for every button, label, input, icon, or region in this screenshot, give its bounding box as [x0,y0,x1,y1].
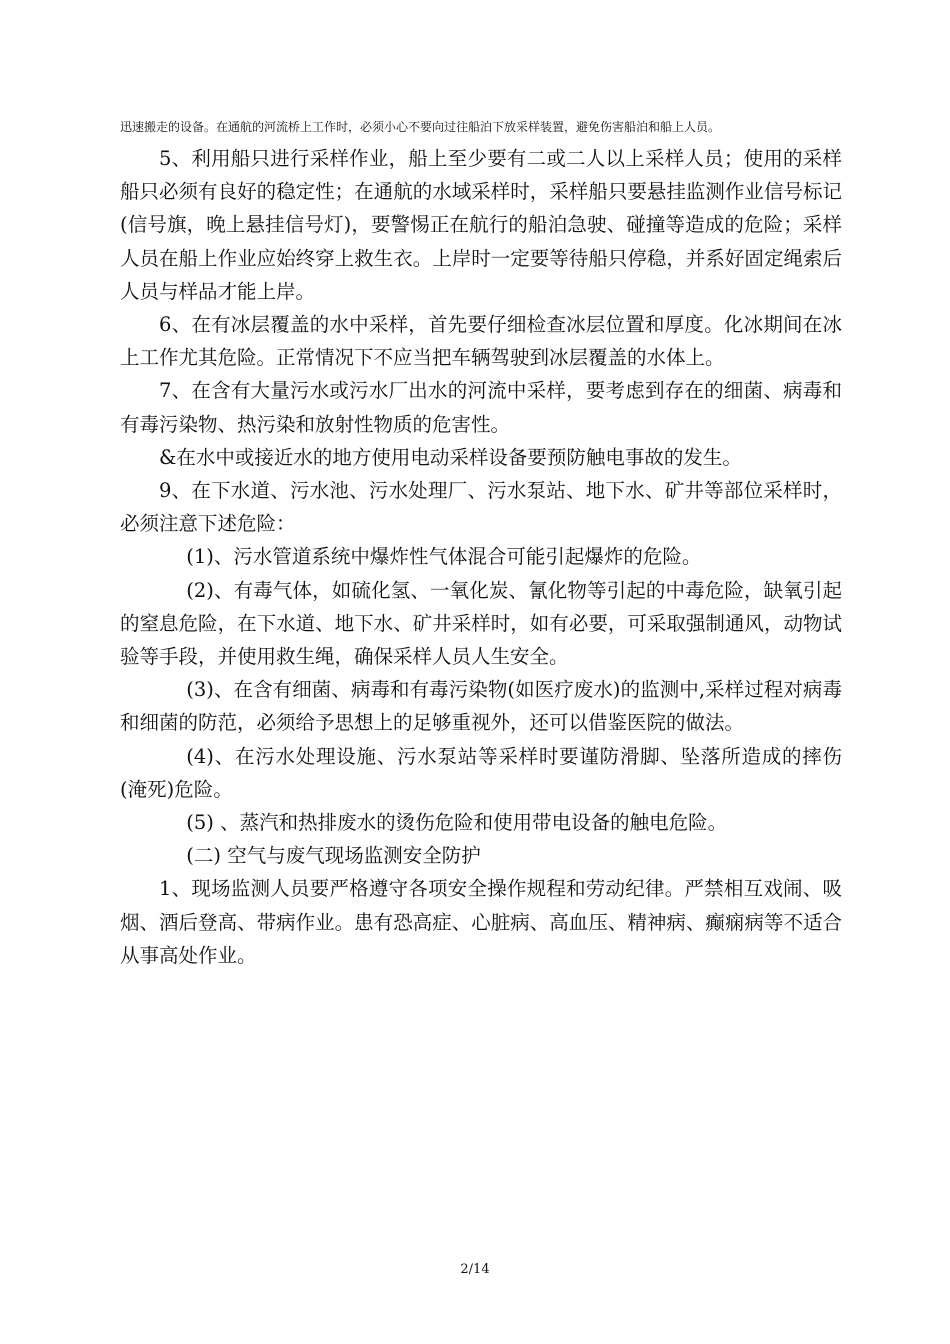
paragraph-item-6-ice-sampling: 6、在有冰层覆盖的水中采样，首先要仔细检查冰层位置和厚度。化冰期间在冰上工作尤其危险。正常情况下不应当把车辆驾驶到冰层覆盖的水体上。 [120,313,842,370]
paragraph-air-item-1: 1、现场监测人员要严格遵守各项安全操作规程和劳动纪律。严禁相互戏闹、吸烟、酒后登高、带病作业。患有恐高症、心脏病、高血压、精神病、癫痫病等不适合从事高处作业。 [120,877,842,967]
paragraph-item-5-boat-sampling: 5、利用船只进行采样作业，船上至少要有二或二人以上采样人员；使用的采样船只必须有良好的稳定性；在通航的水域采样时，采样船只要悬挂监测作业信号标记(信号旗，晚上悬挂信号灯)，要警惕正在航行的船泊急驶、碰撞等造成的危险；采样人员在船上作业应始终穿上救生衣。上岸时一定要等待船只停稳，并系好固定绳索后人员与样品才能上岸。 [120,147,842,303]
paragraph-subitem-4: (4)、在污水处理设施、污水泵站等采样时要谨防滑脚、坠落所造成的摔伤(淹死)危险。 [120,744,842,801]
paragraph-subitem-5: (5) 、蒸汽和热排废水的烫伤危险和使用带电设备的触电危险。 [186,811,728,835]
paragraph-subitem-2: (2)、有毒气体，如硫化氢、一氧化炭、氰化物等引起的中毒危险，缺氧引起的窒息危险，在下水道、地下水、矿井采样时，如有必要，可采取强制通风，动物试验等手段，并使用救生绳，确保采样人员人生安全。 [120,578,842,669]
lead-line: 迅速搬走的设备。在通航的河流桥上工作时，必须小心不要向过往船泊下放采样装置，避免伤害船泊和船上人员。 [120,120,721,134]
paragraph-item-7-sewage-river: 7、在含有大量污水或污水厂出水的河流中采样，要考虑到存在的细菌、病毒和有毒污染物、热污染和放射性物质的危害性。 [120,379,842,436]
body-text [120,142,842,972]
paragraph-subitem-1: (1)、污水管道系统中爆炸性气体混合可能引起爆炸的危险。 [186,545,702,569]
page-number: 2/14 [460,1262,490,1277]
paragraph-item-9-sewer-hazards: 9、在下水道、污水池、污水处理厂、污水泵站、地下水、矿井等部位采样时，必须注意下述危险： [120,479,842,536]
section-heading-air-monitoring: (二) 空气与废气现场监测安全防护 [186,844,481,868]
paragraph-item-8-electric-equipment: &在水中或接近水的地方使用电动采样设备要预防触电事故的发生。 [159,445,742,469]
paragraph-subitem-3: (3)、在含有细菌、病毒和有毒污染物(如医疗废水)的监测中,采样过程对病毒和细菌的防范，必须给予思想上的足够重视外，还可以借鉴医院的做法。 [120,678,842,735]
